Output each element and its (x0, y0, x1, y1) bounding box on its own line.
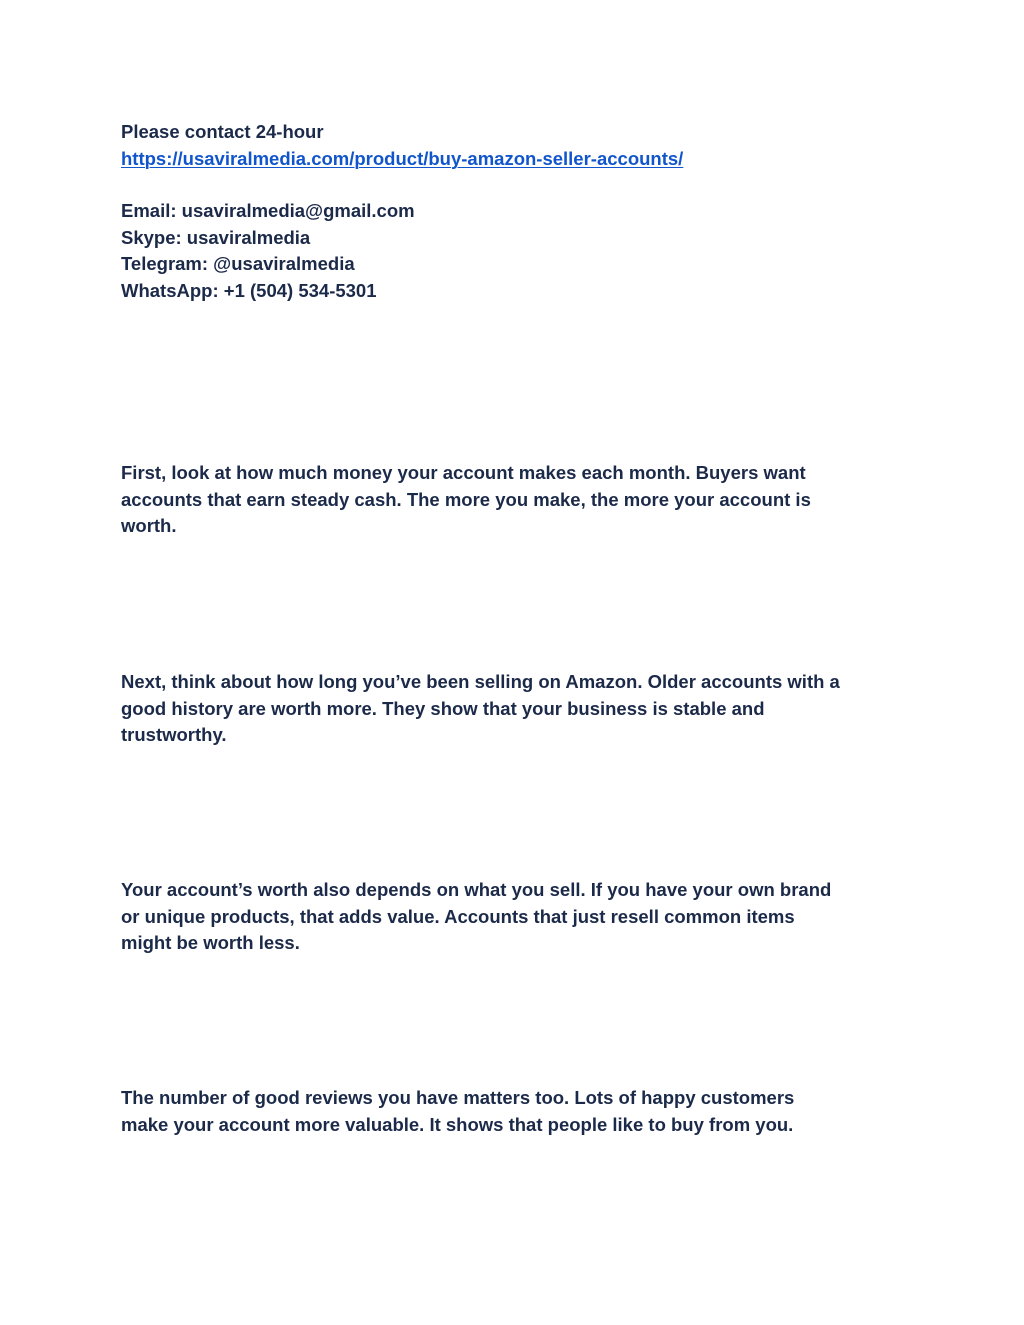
paragraph-line: First, look at how much money your account makes each month. Buyers want (121, 462, 806, 483)
paragraph-line: good history are worth more. They show that your business is stable and (121, 697, 765, 719)
product-link[interactable]: https://usaviralmedia.com/product/buy-amazon-seller-accounts/ (121, 147, 684, 169)
paragraph-line: worth. (121, 515, 177, 537)
contact-heading: Please contact 24-hour (121, 121, 324, 142)
telegram-line: Telegram: @usaviralmedia (121, 253, 355, 275)
paragraph-products (121, 877, 911, 957)
paragraph-line: trustworthy. (121, 724, 227, 746)
skype-line: Skype: usaviralmedia (121, 226, 311, 248)
contact-block (121, 119, 683, 172)
paragraph-monthly-earnings (121, 460, 911, 540)
whatsapp-line: WhatsApp: +1 (504) 534-5301 (121, 279, 377, 301)
paragraph-line: accounts that earn steady cash. The more you make, the more your account is (121, 488, 811, 510)
contact-details (121, 198, 415, 304)
paragraph-account-age (121, 669, 911, 749)
email-line: Email: usaviralmedia@gmail.com (121, 200, 415, 221)
paragraph-line: or unique products, that adds value. Accounts that just resell common items (121, 905, 795, 927)
paragraph-line: Next, think about how long you’ve been selling on Amazon. Older accounts with a (121, 671, 840, 692)
paragraph-line: might be worth less. (121, 932, 300, 954)
paragraph-line: The number of good reviews you have matters too. Lots of happy customers (121, 1087, 795, 1108)
paragraph-reviews (121, 1085, 911, 1138)
paragraph-line: Your account’s worth also depends on what you sell. If you have your own brand (121, 879, 832, 900)
paragraph-line: make your account more valuable. It shows that people like to buy from you. (121, 1113, 794, 1135)
